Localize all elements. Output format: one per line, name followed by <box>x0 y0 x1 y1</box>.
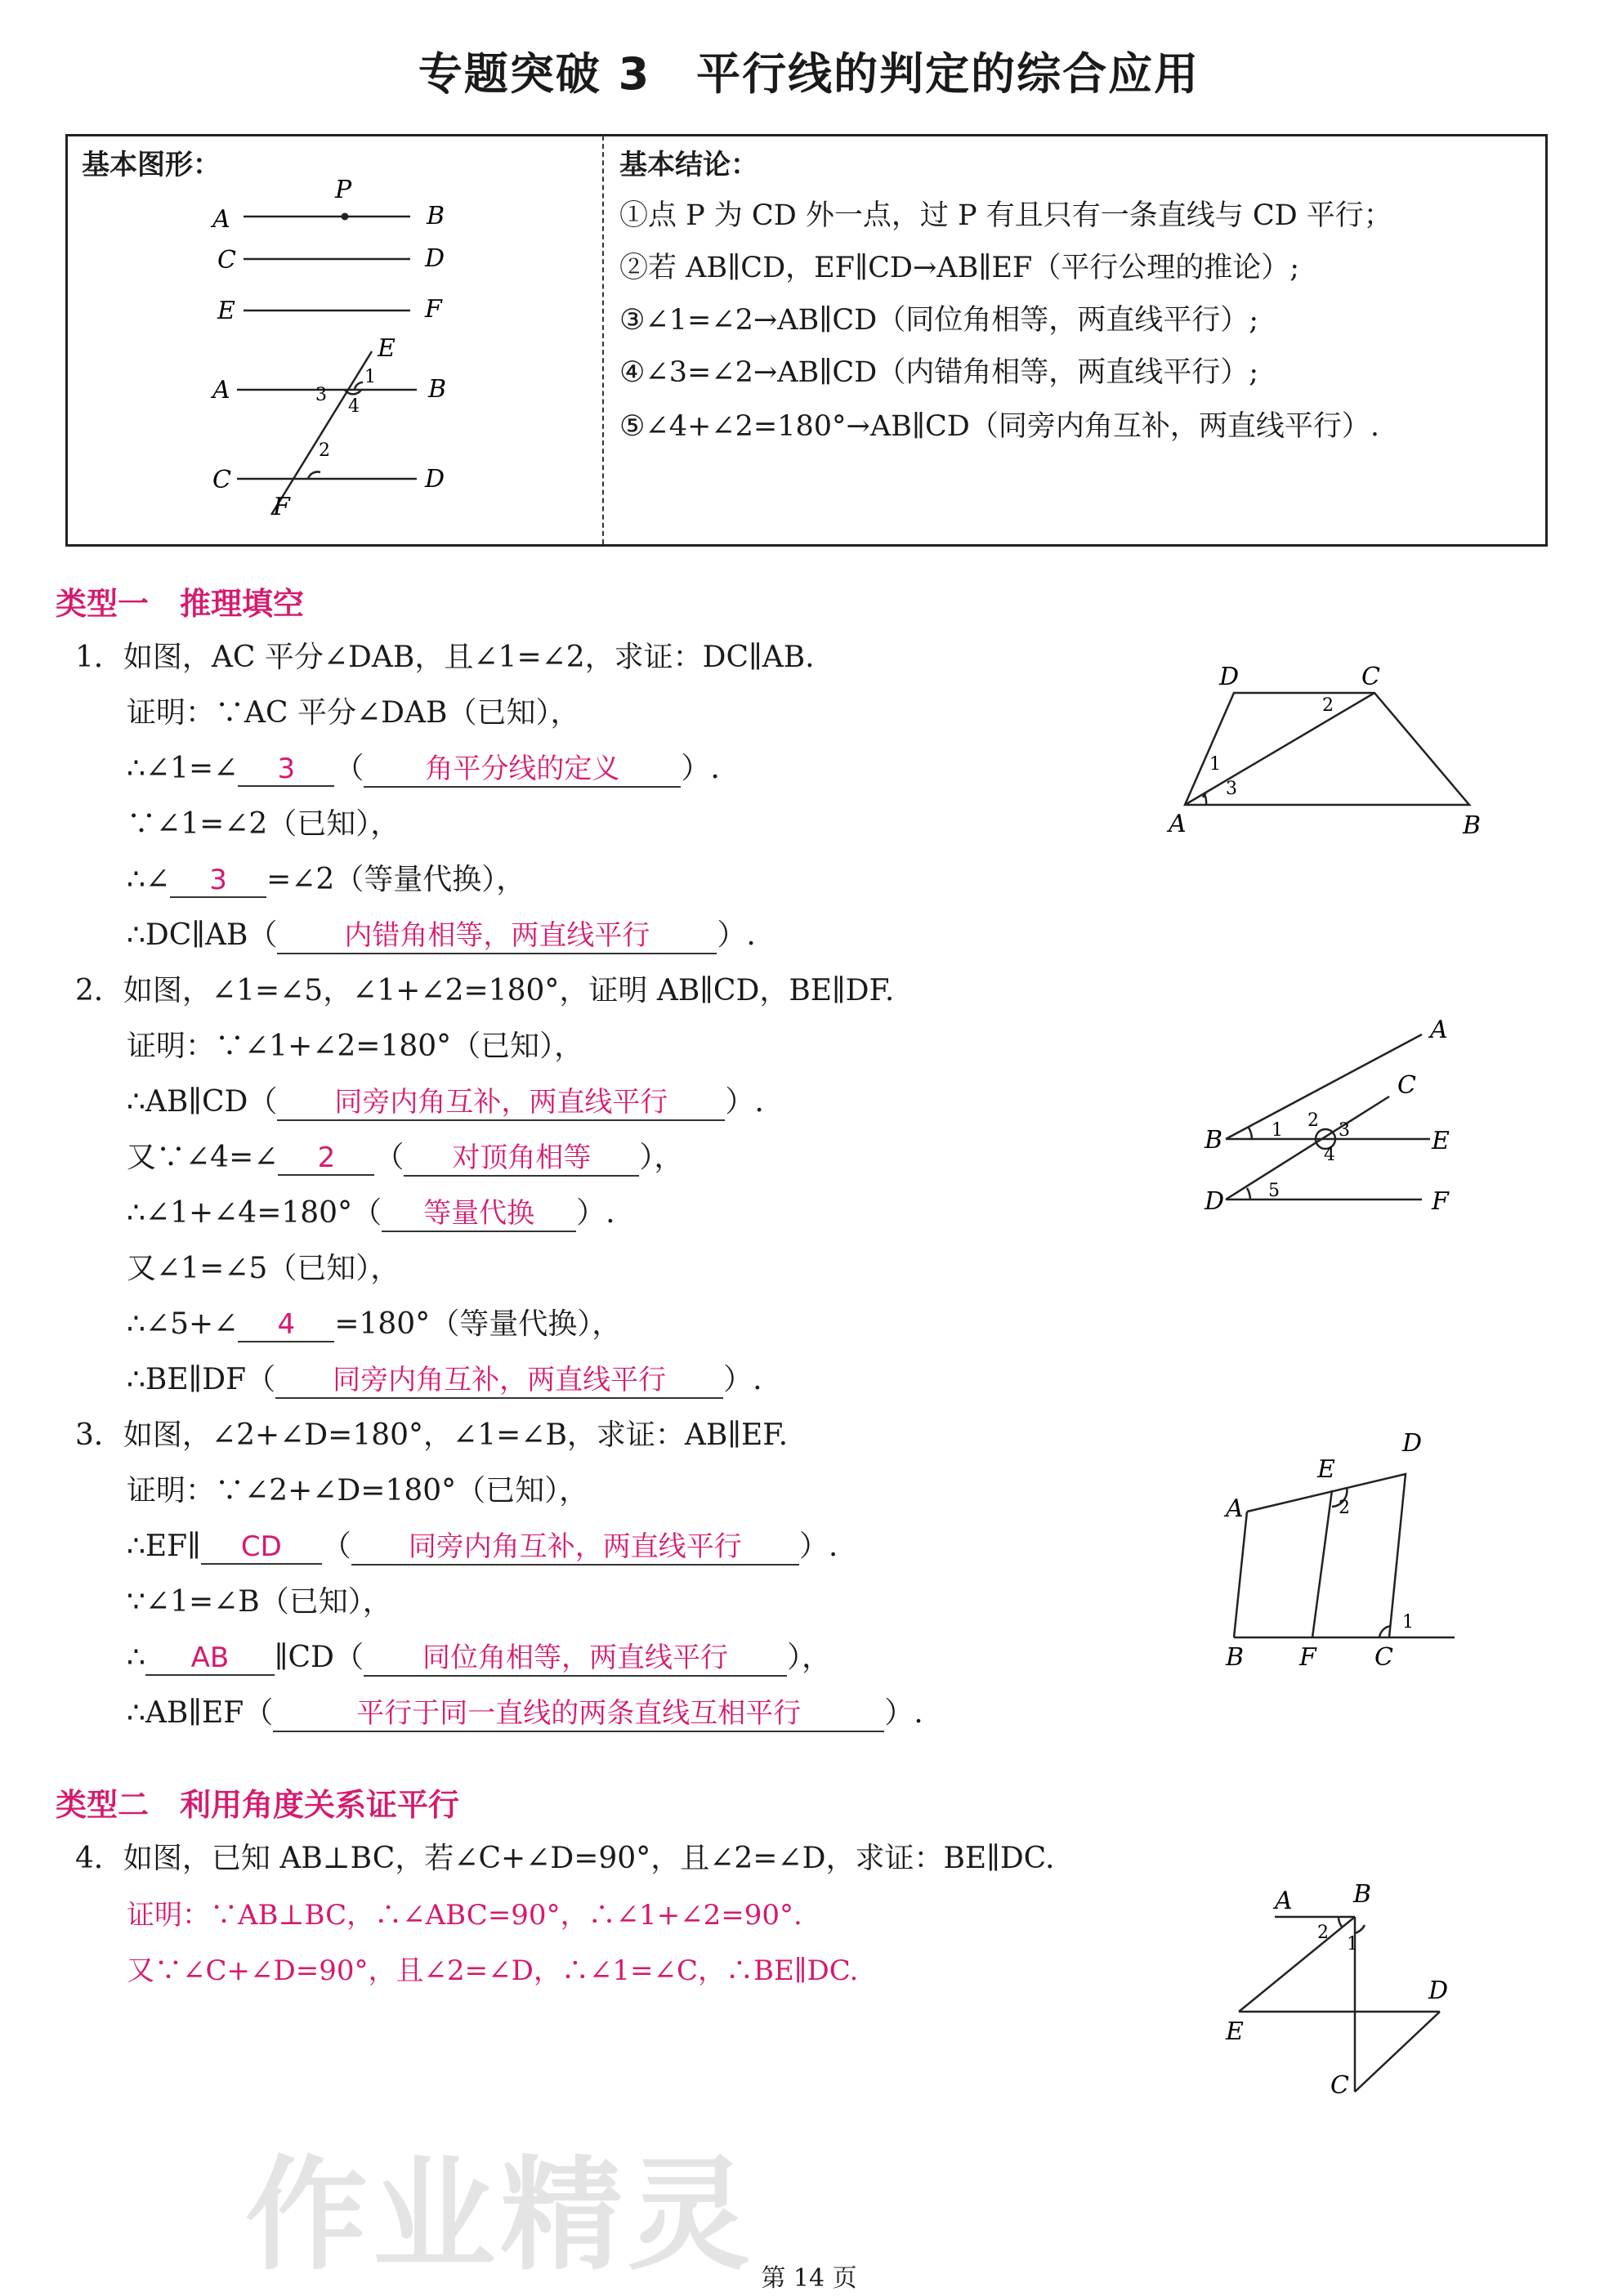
q3-line3: ∵∠1=∠B（已知）， <box>127 1585 392 1619</box>
page-title: 专题突破 3 平行线的判定的综合应用 <box>418 48 1200 100</box>
q2-line5: 又∠1=∠5（已知）， <box>127 1252 400 1285</box>
svg-text:P: P <box>335 180 352 204</box>
svg-text:3: 3 <box>315 385 327 405</box>
q1-line5: ∴DC∥AB（ 内错角相等，两直线平行 ）. <box>127 912 756 954</box>
q1-line2: ∴∠1=∠ 3 （ 角平分线的定义 ）. <box>127 745 720 788</box>
svg-text:5: 5 <box>1268 1181 1280 1201</box>
svg-text:2: 2 <box>1339 1498 1350 1518</box>
q1-line1: 证明：∵AC 平分∠DAB（已知）， <box>127 696 580 730</box>
q3-line5: ∴AB∥EF（ 平行于同一直线的两条直线互相平行 ）. <box>127 1690 923 1732</box>
svg-text:E: E <box>1226 2017 1244 2046</box>
q2-answer-blank-3: 对顶角相等 <box>404 1135 639 1177</box>
svg-text:B: B <box>428 375 447 404</box>
basic-figure <box>204 180 466 523</box>
svg-text:E: E <box>1432 1127 1450 1155</box>
svg-text:1: 1 <box>1402 1612 1414 1633</box>
svg-text:B: B <box>1463 811 1482 840</box>
q1-line3: ∵∠1=∠2（已知）， <box>127 807 400 841</box>
q3-stem: 3．如图，∠2+∠D=180°，∠1=∠B，求证：AB∥EF. <box>75 1418 789 1452</box>
svg-text:2: 2 <box>1322 695 1334 716</box>
watermark: 作业精灵 <box>245 2145 756 2287</box>
svg-text:F: F <box>425 295 442 324</box>
svg-text:A: A <box>212 205 230 234</box>
q1-answer-blank-2: 角平分线的定义 <box>364 746 681 788</box>
svg-text:B: B <box>427 202 445 230</box>
svg-text:2: 2 <box>1307 1110 1319 1131</box>
q3-line2: ∴EF∥ CD （ 同旁内角互补，两直线平行 ）. <box>127 1523 838 1566</box>
q1-stem: 1．如图，AC 平分∠DAB，且∠1=∠2，求证：DC∥AB. <box>75 641 815 674</box>
q3-line4: ∴ AB ∥CD（ 同位角相等，两直线平行 ）， <box>127 1634 831 1677</box>
q2-line7: ∴BE∥DF（ 同旁内角互补，两直线平行 ）. <box>127 1356 762 1399</box>
conclusion-3: ③∠1=∠2→AB∥CD（同位角相等，两直线平行）; <box>619 304 1259 337</box>
basic-conclusion-heading: 基本结论： <box>619 149 758 181</box>
svg-text:F: F <box>273 493 290 521</box>
svg-text:D: D <box>1402 1429 1423 1458</box>
section-heading-2: 类型二 利用角度关系证平行 <box>56 1787 460 1823</box>
svg-text:1: 1 <box>364 367 376 387</box>
svg-text:3: 3 <box>1339 1120 1350 1141</box>
svg-text:C: C <box>1374 1643 1393 1672</box>
q2-line6: ∴∠5+∠ 4 =180°（等量代换）， <box>127 1307 622 1341</box>
svg-text:D: D <box>1219 663 1240 691</box>
q1-answer-blank-4: 内错角相等，两直线平行 <box>277 913 717 954</box>
q4-proof-line1: 证明：∵AB⊥BC，∴∠ABC=90°，∴∠1+∠2=90°. <box>127 1899 802 1932</box>
conclusion-1: ①点 P 为 CD 外一点，过 P 有且只有一条直线与 CD 平行； <box>619 199 1392 232</box>
svg-text:A: A <box>1226 1494 1244 1523</box>
basic-figure-heading: 基本图形： <box>82 149 221 181</box>
q3-line1: 证明：∵∠2+∠D=180°（已知）， <box>127 1474 589 1508</box>
q3-answer-blank-2: 同旁内角互补，两直线平行 <box>351 1524 799 1566</box>
svg-text:E: E <box>1317 1455 1335 1484</box>
svg-text:B: B <box>1353 1880 1372 1909</box>
svg-text:1: 1 <box>1272 1120 1283 1141</box>
section-heading-1: 类型一 推理填空 <box>56 586 305 622</box>
q4-stem: 4．如图，已知 AB⊥BC，若∠C+∠D=90°，且∠2=∠D，求证：BE∥DC. <box>75 1842 1055 1875</box>
q1-figure <box>1152 654 1495 850</box>
svg-text:3: 3 <box>1226 779 1237 799</box>
conclusion-5: ⑤∠4+∠2=180°→AB∥CD（同旁内角互补，两直线平行）. <box>619 410 1379 443</box>
conclusion-2: ②若 AB∥CD，EF∥CD→AB∥EF（平行公理的推论）; <box>619 252 1300 284</box>
q2-figure <box>1193 1005 1504 1217</box>
box-divider <box>602 136 604 544</box>
q2-line3: 又∵∠4=∠ 2 （ 对顶角相等 ）， <box>127 1134 683 1177</box>
svg-text:A: A <box>212 376 230 404</box>
conclusion-4: ④∠3=∠2→AB∥CD（内错角相等，两直线平行）; <box>619 356 1259 389</box>
svg-text:D: D <box>1428 1977 1449 2005</box>
svg-text:A: A <box>1275 1887 1293 1915</box>
q2-line1: 证明：∵∠1+∠2=180°（已知）， <box>127 1030 584 1063</box>
q2-line4: ∴∠1+∠4=180°（ 等量代换 ）. <box>127 1190 615 1232</box>
q2-answer-blank-5: 4 <box>238 1308 334 1342</box>
q2-line2: ∴AB∥CD（ 同旁内角互补，两直线平行 ）. <box>127 1079 764 1121</box>
q1-answer-blank-1: 3 <box>238 753 334 787</box>
svg-text:C: C <box>217 246 236 275</box>
svg-text:D: D <box>1205 1187 1225 1216</box>
svg-text:4: 4 <box>1324 1145 1335 1165</box>
svg-text:1: 1 <box>1347 1934 1358 1954</box>
q3-answer-blank-5: 平行于同一直线的两条直线互相平行 <box>273 1691 884 1732</box>
svg-text:2: 2 <box>319 440 330 461</box>
svg-text:F: F <box>1299 1643 1316 1672</box>
svg-text:1: 1 <box>1209 754 1221 775</box>
q2-answer-blank-4: 等量代换 <box>382 1190 576 1232</box>
svg-text:D: D <box>425 465 445 494</box>
q2-answer-blank-6: 同旁内角互补，两直线平行 <box>275 1357 723 1399</box>
q1-line4: ∴∠ 3 =∠2（等量代换）， <box>127 863 526 896</box>
q3-figure <box>1209 1422 1487 1683</box>
svg-text:F: F <box>1432 1187 1449 1216</box>
svg-text:A: A <box>1430 1016 1448 1044</box>
q3-answer-blank-3: AB <box>145 1642 275 1676</box>
q4-figure <box>1209 1863 1487 2100</box>
svg-text:2: 2 <box>1317 1923 1329 1943</box>
svg-text:A: A <box>1169 810 1187 838</box>
q4-proof-line2: 又∵∠C+∠D=90°，且∠2=∠D，∴∠1=∠C，∴BE∥DC. <box>127 1954 859 1987</box>
svg-text:E: E <box>217 297 235 325</box>
q3-answer-blank-1: CD <box>201 1530 322 1565</box>
svg-text:C: C <box>1361 663 1380 691</box>
svg-text:D: D <box>425 244 445 273</box>
svg-text:B: B <box>1205 1126 1223 1155</box>
q2-stem: 2．如图，∠1=∠5，∠1+∠2=180°，证明 AB∥CD，BE∥DF. <box>75 974 895 1007</box>
svg-text:C: C <box>212 466 231 494</box>
svg-text:B: B <box>1226 1643 1245 1672</box>
svg-text:C: C <box>1397 1071 1416 1100</box>
svg-text:C: C <box>1330 2071 1349 2100</box>
q2-answer-blank-2: 2 <box>278 1141 374 1176</box>
svg-text:4: 4 <box>348 396 360 417</box>
q2-answer-blank-1: 同旁内角互补，两直线平行 <box>277 1079 725 1121</box>
q3-answer-blank-4: 同位角相等，两直线平行 <box>364 1635 787 1677</box>
svg-text:E: E <box>378 334 396 363</box>
q1-answer-blank-3: 3 <box>170 864 266 898</box>
page-number: 第 14 页 <box>761 2264 857 2293</box>
